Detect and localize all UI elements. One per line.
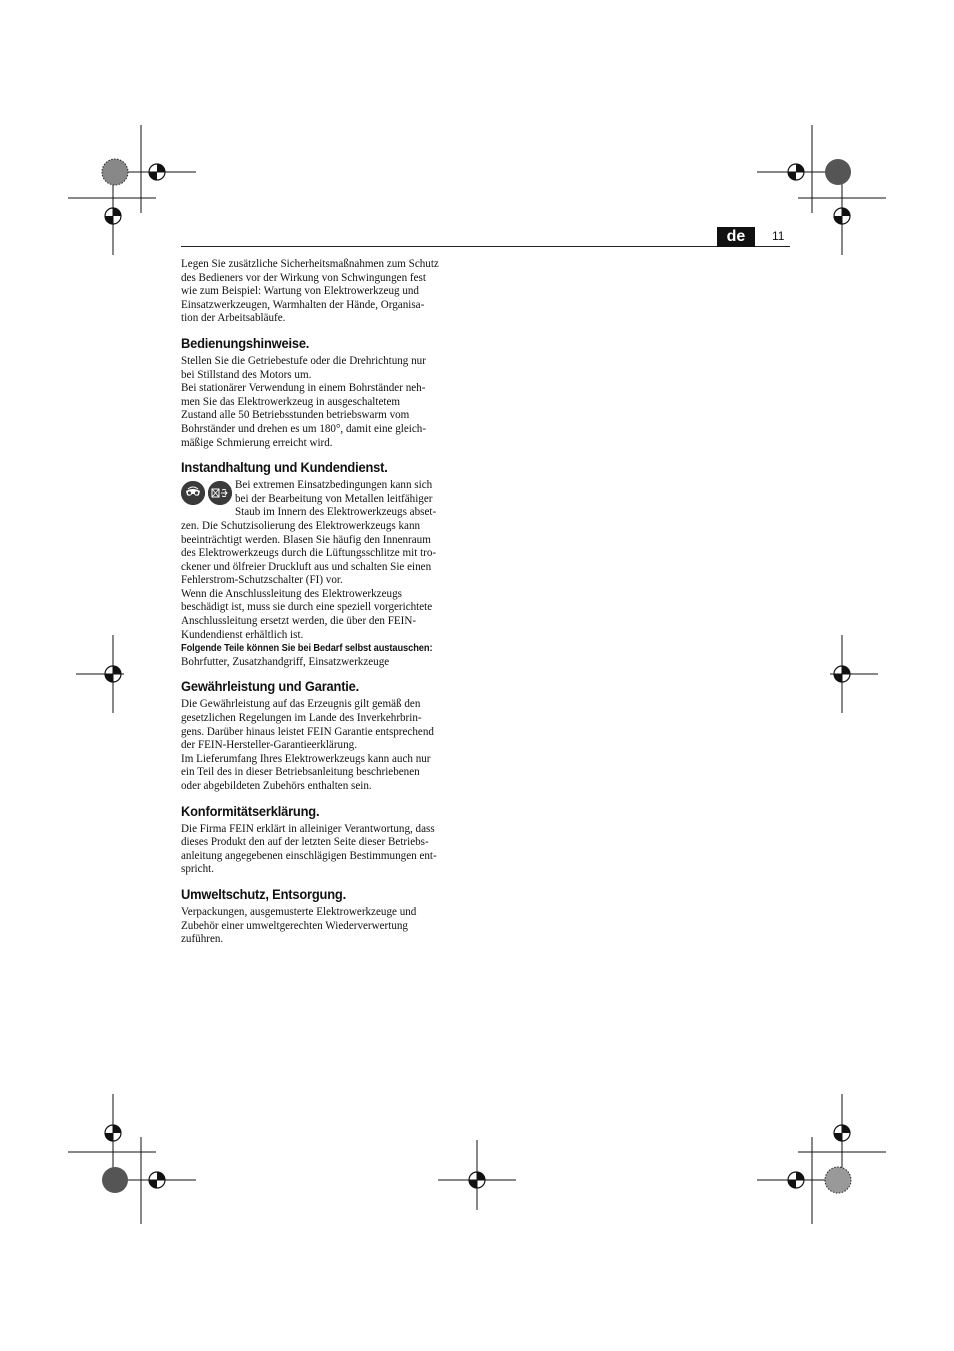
text-column [181, 258, 481, 947]
text-line: bei der Bearbeitung von Metallen leitfähiger [235, 492, 433, 505]
text-line: Im Lieferumfang Ihres Elektrowerkzeugs kann auch nur [181, 752, 431, 765]
text-line: Staub im Innern des Elektrowerkzeugs abset- [235, 506, 437, 519]
icon-text-block [181, 479, 481, 520]
text-line: dieses Produkt den auf der letzten Seite dieser Betriebs- [181, 836, 429, 849]
heading-operation: Bedienungshinweise. [181, 334, 310, 351]
text-line: Bei extremen Einsatzbedingungen kann sich [235, 479, 433, 492]
safety-goggles-icon [181, 481, 205, 505]
page-number: 11 [772, 229, 785, 243]
heading-conformity: Konformitätserklärung. [181, 802, 320, 819]
text-line: Die Firma FEIN erklärt in alleiniger Verantwortung, dass [181, 822, 435, 835]
text-line: anleitung angegebenen einschlägigen Bestimmungen ent- [181, 849, 437, 862]
text-line: beschädigt ist, muss sie durch eine speziell vorgerichtete [181, 601, 433, 614]
intro-line: wie zum Beispiel: Wartung von Elektrowerkzeug und [181, 285, 419, 298]
text-line: oder abgebildeten Zubehörs enthalten sein. [181, 780, 372, 792]
text-line: zen. Die Schutzisolierung des Elektrowerkzeugs kann [181, 519, 421, 532]
text-line: Anschlussleitung ersetzt werden, die über den FEIN- [181, 615, 417, 628]
heading-environment: Umweltschutz, Entsorgung. [181, 885, 346, 902]
heading-warranty: Gewährleistung und Garantie. [181, 678, 360, 695]
text-line: men Sie das Elektrowerkzeug in ausgeschaltetem [181, 395, 401, 408]
intro-line: des Bedieners vor der Wirkung von Schwingungen fest [181, 271, 426, 284]
parts-subheading: Folgende Teile können Sie bei Bedarf selbst austauschen: [181, 643, 433, 655]
text-line: des Elektrowerkzeugs durch die Lüftungsschlitze mit tro- [181, 547, 437, 560]
text-line: Kundendienst erhältlich ist. [181, 628, 304, 641]
text-line: spricht. [181, 863, 214, 876]
text-line: bei Stillstand des Motors um. [181, 368, 312, 381]
text-line: gesetzlichen Regelungen im Lande des Inverkehrbrin- [181, 712, 422, 725]
header-rule [181, 246, 790, 247]
text-line: beeinträchtigt werden. Blasen Sie häufig den Innenraum [181, 533, 431, 546]
language-badge: de [717, 227, 755, 247]
text-line: der FEIN-Hersteller-Garantieerklärung. [181, 739, 357, 752]
parts-text: Bohrfutter, Zusatzhandgriff, Einsatzwerkzeuge [181, 655, 390, 668]
warning-icons [181, 481, 235, 509]
intro-line: Einsatzwerkzeugen, Warmhalten der Hände, Organisa- [181, 298, 425, 311]
compressed-air-cleaning-icon [208, 481, 232, 505]
text-line: zuführen. [181, 933, 224, 946]
intro-line: Legen Sie zusätzliche Sicherheitsmaßnahmen zum Schutz [181, 258, 439, 270]
text-line: Zubehör einer umweltgerechten Wiederverwertung [181, 919, 408, 932]
text-line: Stellen Sie die Getriebestufe oder die Drehrichtung nur [181, 354, 426, 367]
text-line: mäßige Schmierung erreicht wird. [181, 436, 333, 449]
heading-maintenance: Instandhaltung und Kundendienst. [181, 459, 388, 476]
text-line: Fehlerstrom-Schutzschalter (FI) vor. [181, 574, 343, 587]
text-line: Zustand alle 50 Betriebsstunden betriebswarm vom [181, 409, 410, 422]
text-line: ein Teil des in dieser Betriebsanleitung beschriebenen [181, 766, 420, 779]
text-line: Verpackungen, ausgemusterte Elektrowerkzeuge und [181, 905, 417, 918]
text-line: Die Gewährleistung auf das Erzeugnis gilt gemäß den [181, 698, 421, 711]
text-line: gens. Darüber hinaus leistet FEIN Garantie entsprechend [181, 725, 434, 738]
text-line: Wenn die Anschlussleitung des Elektrowerkzeugs [181, 587, 402, 600]
text-line: Bei stationärer Verwendung in einem Bohrständer neh- [181, 382, 426, 395]
text-line: ckener und ölfreier Druckluft aus und schalten Sie einen [181, 560, 432, 573]
intro-line: tion der Arbeitsabläufe. [181, 312, 286, 325]
text-line: Bohrständer und drehen es um 180°, damit eine gleich- [181, 422, 427, 435]
